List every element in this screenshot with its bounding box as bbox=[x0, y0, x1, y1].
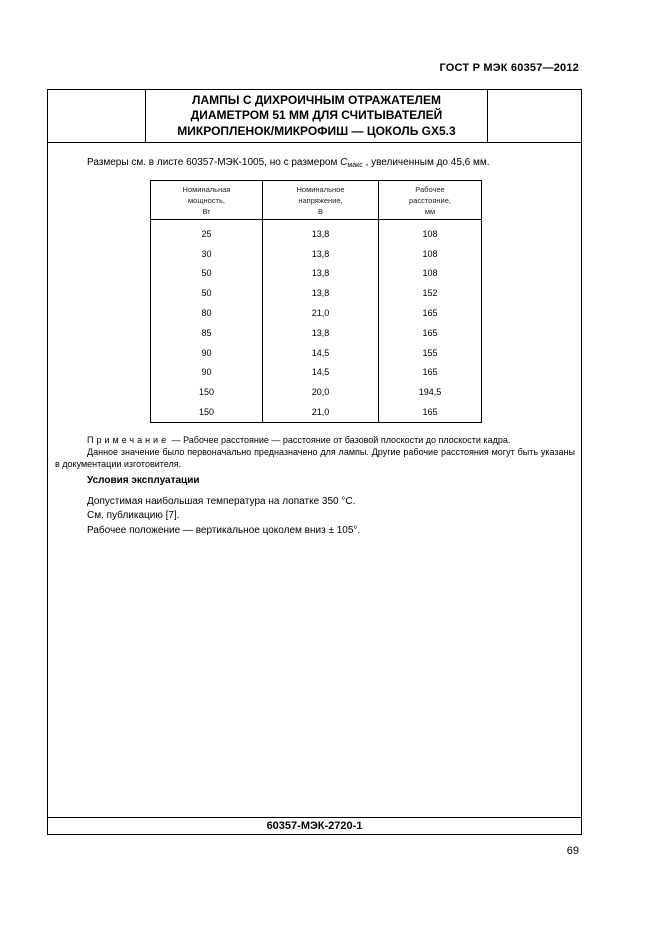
lamp-data-table bbox=[150, 180, 482, 423]
page-number: 69 bbox=[566, 845, 579, 857]
operating-conditions-heading: Условия эксплуатации bbox=[87, 475, 200, 486]
header-power: Номинальная мощность, Вт bbox=[151, 181, 263, 220]
note-line-2: Данное значение было первоначально предназначено для лампы. Другие рабочие расстояния могут быть указаны в документации изготовителя. bbox=[55, 447, 575, 469]
standard-code: ГОСТ Р МЭК 60357—2012 bbox=[439, 62, 579, 74]
table-row: 25 13,8 108 bbox=[151, 220, 482, 244]
table-row: 150 20,0 194,5 bbox=[151, 382, 482, 402]
title-line-3: МИКРОПЛЕНОК/МИКРОФИШ — ЦОКОЛЬ GX5.3 bbox=[177, 123, 456, 138]
note-line-1: Примечание — Рабочее расстояние — расстояние от базовой плоскости до плоскости кадра. bbox=[87, 435, 511, 445]
dimensions-text: Размеры см. в листе 60357-МЭК-1005, но с размером $C_{макс}$ , увеличенным до 45,6 мм. bbox=[87, 157, 490, 169]
table-row: 150 21,0 165 bbox=[151, 402, 482, 422]
sheet-header bbox=[48, 90, 581, 143]
table-row: 85 13,8 165 bbox=[151, 323, 482, 343]
operating-line-publication: См. публикацию [7]. bbox=[87, 510, 180, 521]
title-line-1: ЛАМПЫ С ДИХРОИЧНЫМ ОТРАЖАТЕЛЕМ bbox=[192, 92, 441, 107]
table-row: 30 13,8 108 bbox=[151, 244, 482, 264]
table-note bbox=[55, 434, 575, 470]
header-distance: Рабочее расстояние, мм bbox=[379, 181, 482, 220]
sheet-title bbox=[145, 90, 488, 142]
c-max-symbol: C bbox=[340, 157, 348, 168]
sheet-footer bbox=[48, 817, 581, 834]
table-header-row bbox=[151, 181, 482, 220]
table-row: 80 21,0 165 bbox=[151, 303, 482, 323]
operating-line-position: Рабочее положение — вертикальное цоколем вниз ± 105°. bbox=[87, 524, 361, 536]
note-label: Примечание bbox=[87, 435, 170, 445]
operating-line-temperature: Допустимая наибольшая температура на лопатке 350 °С. bbox=[87, 495, 356, 507]
header-voltage: Номинальное напряжение, В bbox=[263, 181, 379, 220]
operating-conditions bbox=[87, 474, 360, 538]
sheet-frame bbox=[47, 89, 582, 835]
sheet-code: 60357-МЭК-2720-1 bbox=[266, 820, 363, 832]
table-row: 90 14,5 165 bbox=[151, 363, 482, 383]
table-row: 50 13,8 108 bbox=[151, 264, 482, 284]
table-row: 50 13,8 152 bbox=[151, 283, 482, 303]
c-max-subscript: макс bbox=[347, 162, 363, 169]
title-line-2: ДИАМЕТРОМ 51 ММ ДЛЯ СЧИТЫВАТЕЛЕЙ bbox=[190, 108, 443, 123]
table-row: 90 14,5 155 bbox=[151, 343, 482, 363]
